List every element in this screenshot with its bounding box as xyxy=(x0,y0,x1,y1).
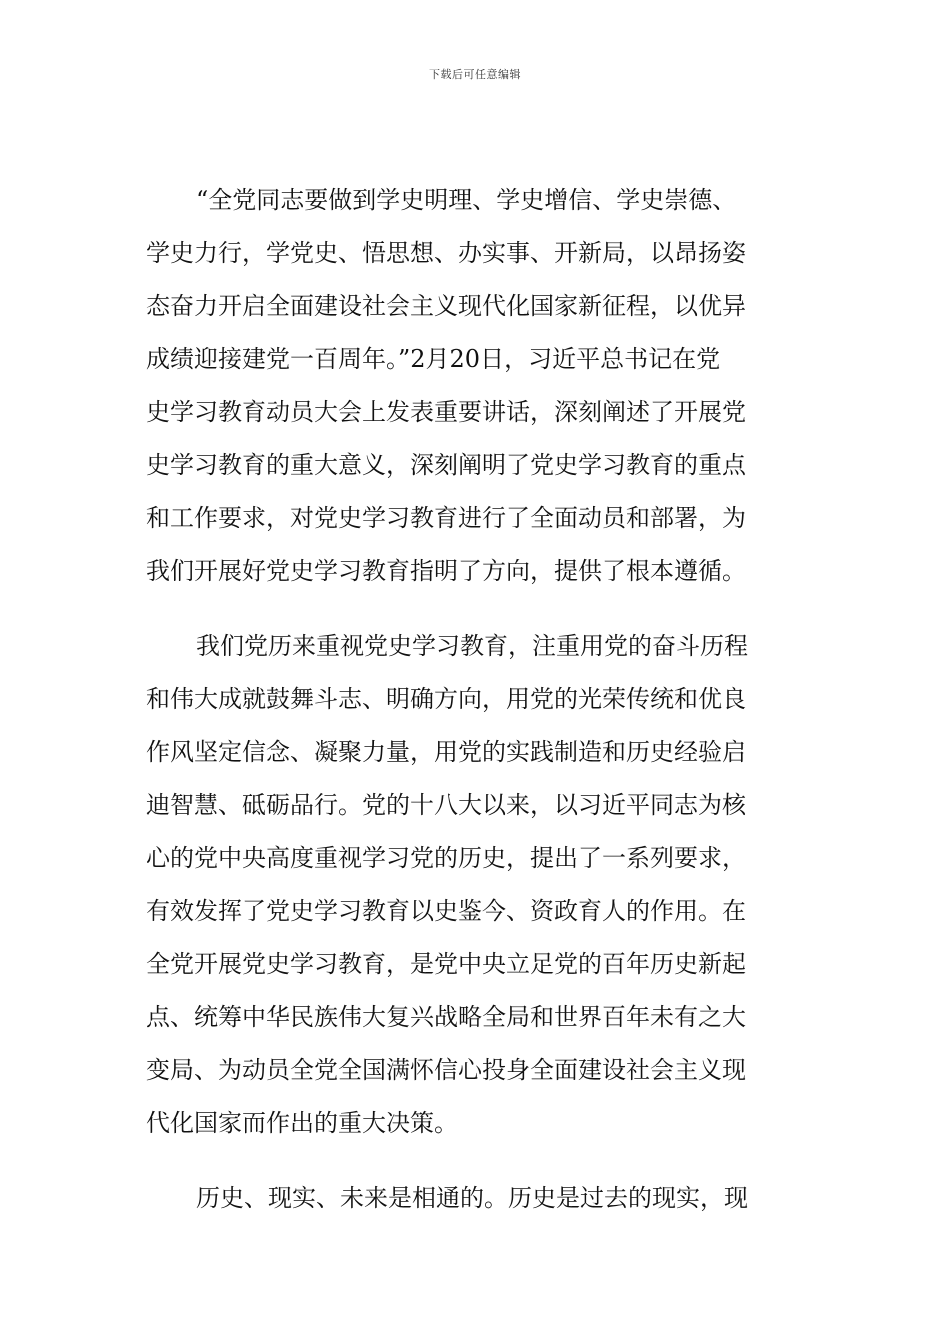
paragraph-line: 史学习教育动员大会上发表重要讲话，深刻阐述了开展党 xyxy=(146,398,746,426)
paragraph-line: 史学习教育的重大意义，深刻阐明了党史学习教育的重点 xyxy=(146,451,746,479)
paragraph-line: 学史力行，学党史、悟思想、办实事、开新局，以昂扬姿 xyxy=(146,239,746,267)
paragraph-line: 历史、现实、未来是相通的。历史是过去的现实，现 xyxy=(196,1184,748,1212)
paragraph-line: 我们党历来重视党史学习教育，注重用党的奋斗历程 xyxy=(196,632,748,660)
paragraph-line: 有效发挥了党史学习教育以史鉴今、资政育人的作用。在 xyxy=(146,897,746,925)
header-note: 下载后可任意编辑 xyxy=(429,68,521,81)
paragraph-line: 心的党中央高度重视学习党的历史，提出了一系列要求， xyxy=(146,844,746,872)
paragraph-2 xyxy=(146,620,806,1150)
paragraph-line: 全党开展党史学习教育，是党中央立足党的百年历史新起 xyxy=(146,950,746,978)
paragraph-line: 态奋力开启全面建设社会主义现代化国家新征程，以优异 xyxy=(146,292,746,320)
paragraph-line: 点、统筹中华民族伟大复兴战略全局和世界百年未有之大 xyxy=(146,1003,746,1031)
paragraph-line: 我们开展好党史学习教育指明了方向，提供了根本遵循。 xyxy=(146,557,746,585)
paragraph-line: 和伟大成就鼓舞斗志、明确方向，用党的光荣传统和优良 xyxy=(146,685,746,713)
paragraph-line: 变局、为动员全党全国满怀信心投身全面建设社会主义现 xyxy=(146,1056,746,1084)
paragraph-1 xyxy=(146,174,806,598)
paragraph-line: 迪智慧、砥砺品行。党的十八大以来，以习近平同志为核 xyxy=(146,791,746,819)
paragraph-line: 成绩迎接建党一百周年。”2月20日，习近平总书记在党 xyxy=(146,345,721,373)
paragraph-line: 代化国家而作出的重大决策。 xyxy=(146,1109,458,1137)
paragraph-line: 作风坚定信念、凝聚力量，用党的实践制造和历史经验启 xyxy=(146,738,746,766)
paragraph-3 xyxy=(146,1172,806,1225)
paragraph-line: “全党同志要做到学史明理、学史增信、学史崇德、 xyxy=(196,186,737,214)
paragraph-line: 和工作要求，对党史学习教育进行了全面动员和部署，为 xyxy=(146,504,746,532)
